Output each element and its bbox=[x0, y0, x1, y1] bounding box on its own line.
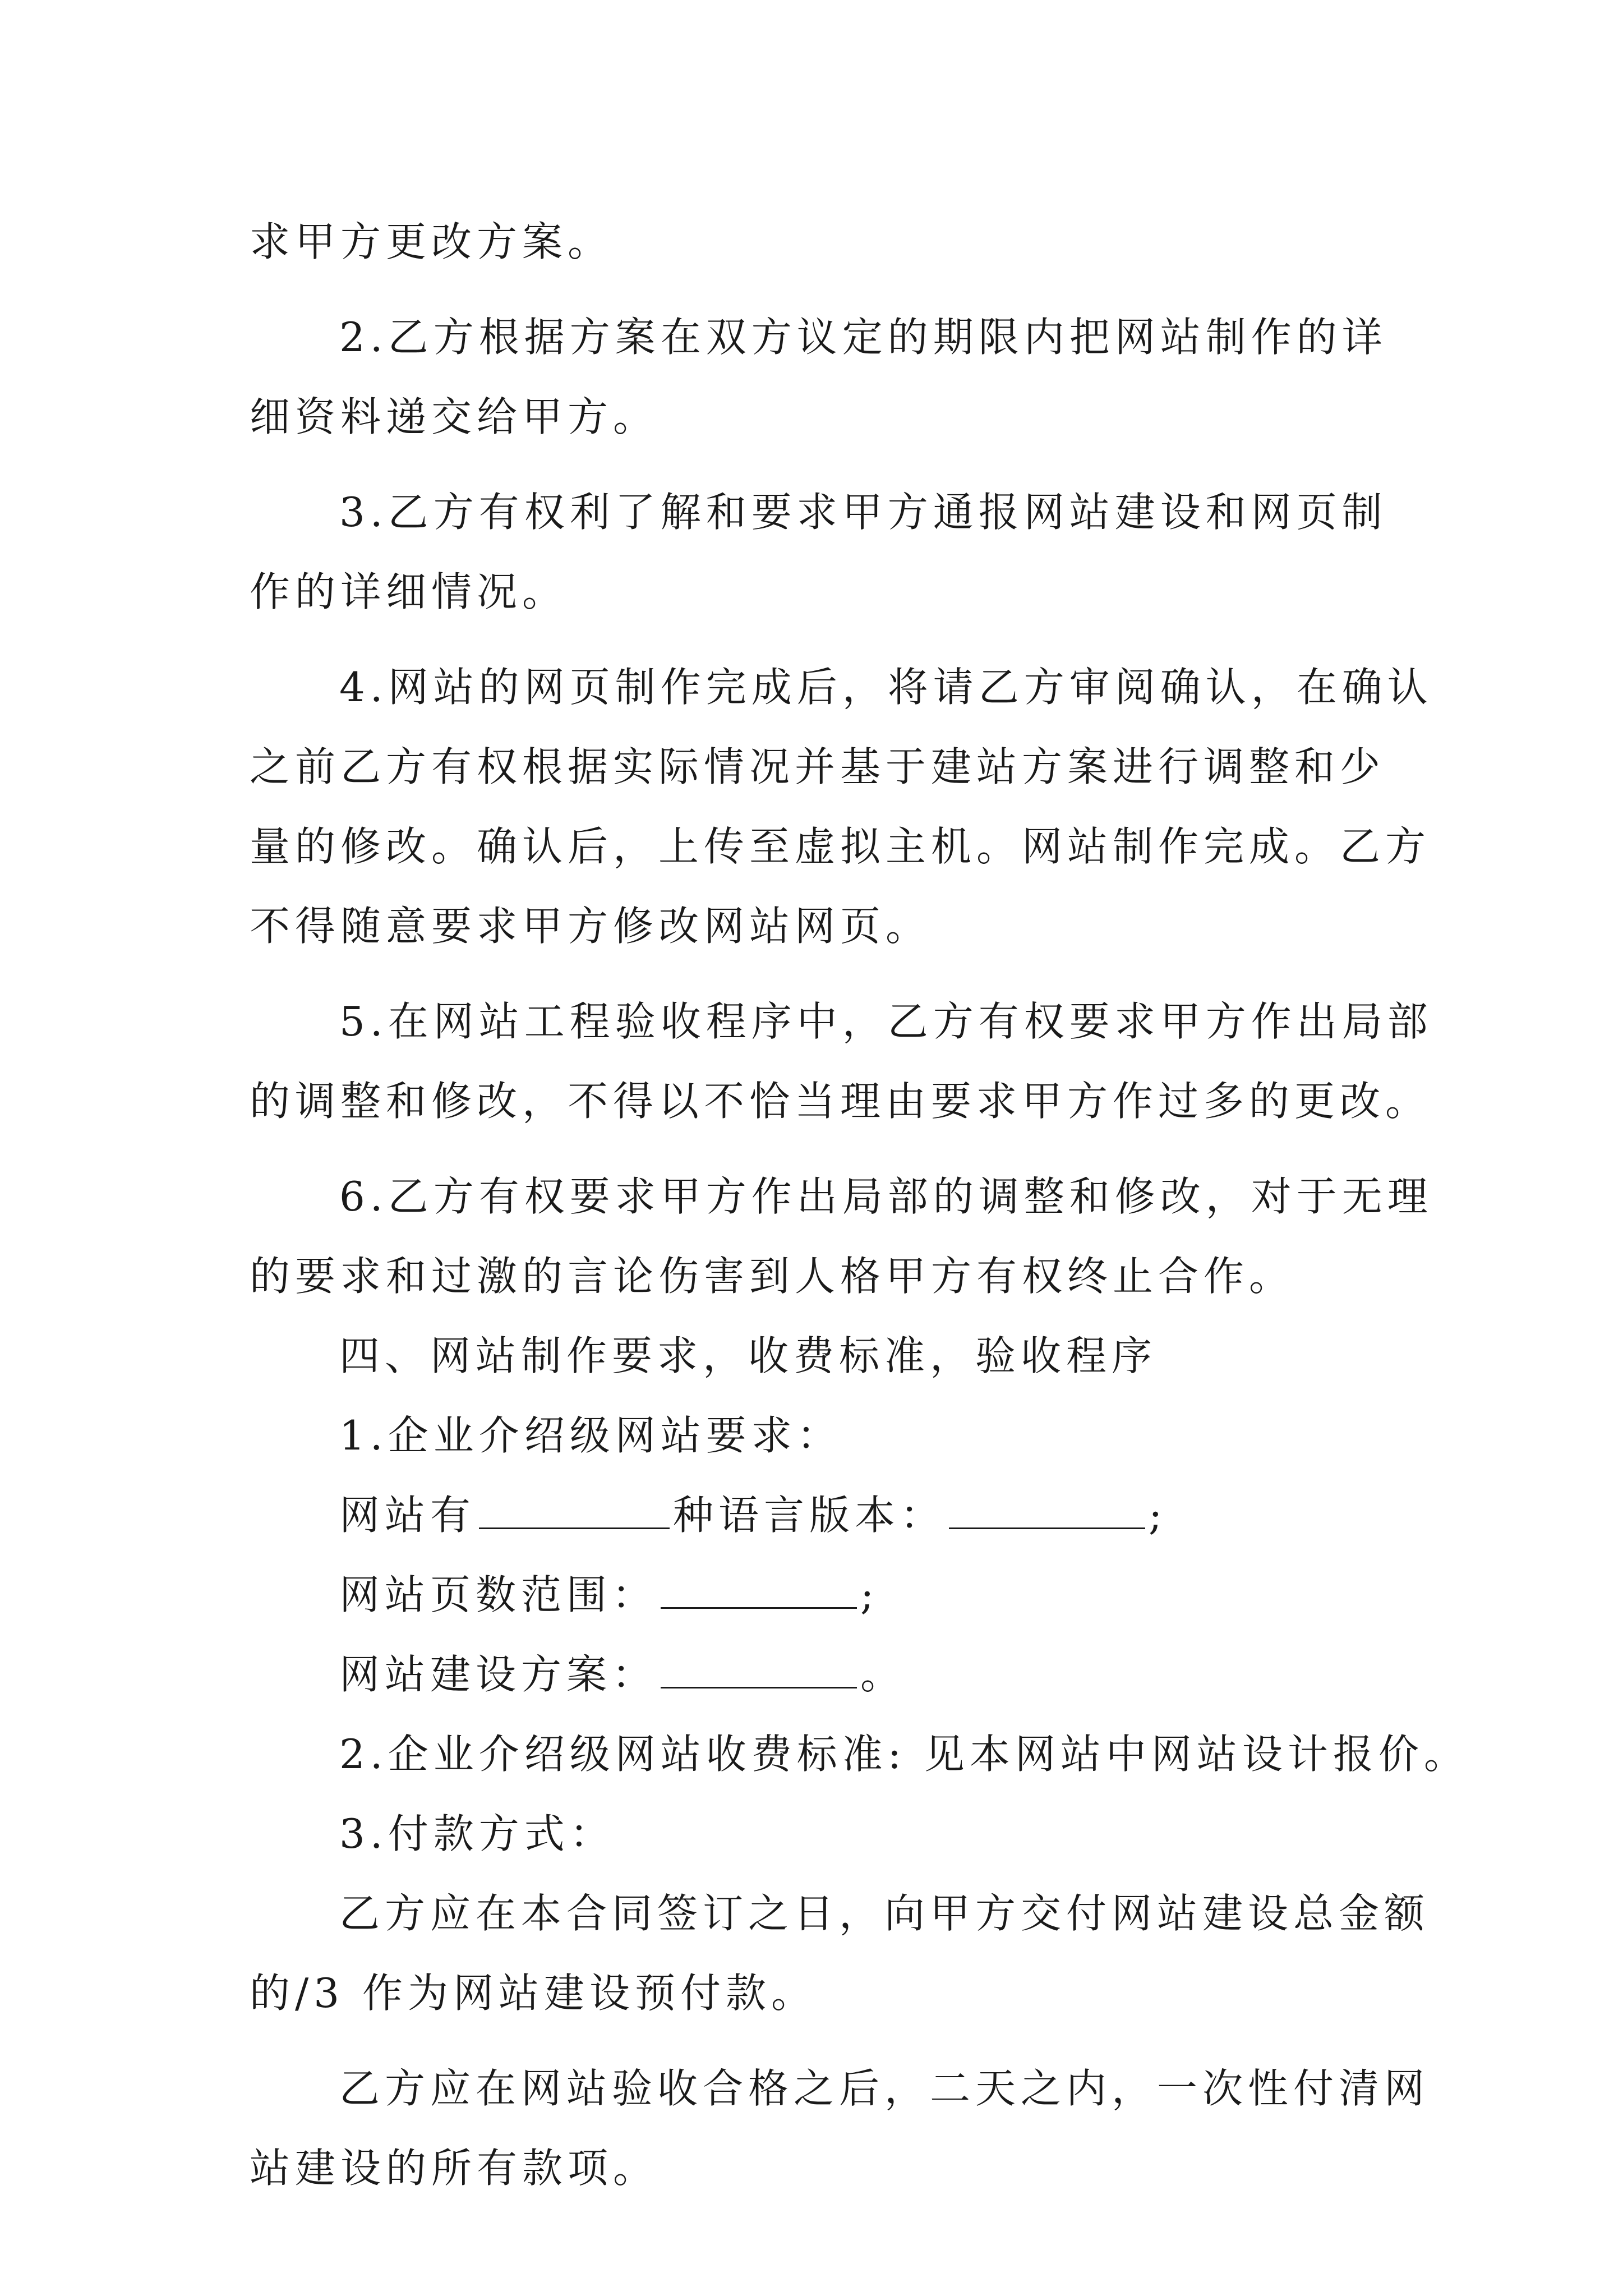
text-line: 乙方应在网站验收合格之后，二天之内，一次性付清网 bbox=[339, 2065, 1430, 2112]
text-line: 的/3 作为网站建设预付款。 bbox=[250, 1970, 817, 2017]
build-plan-line bbox=[250, 1635, 1382, 1714]
text-line: 细资料递交给甲方。 bbox=[250, 393, 659, 440]
fee-standard-line: 2.企业介绍级网站收费标准: 见本网站中网站设计报价。 bbox=[339, 1731, 1469, 1778]
text-line: 作的详细情况。 bbox=[250, 568, 568, 615]
paragraph-item-4: 4.网站的网页制作完成后，将请乙方审阅确认，在确认 bbox=[339, 664, 1433, 711]
document-body bbox=[250, 202, 1469, 2208]
text-line: 的要求和过激的言论伤害到人格甲方有权终止合作。 bbox=[250, 1253, 1295, 1300]
build-plan-blank[interactable] bbox=[661, 1652, 857, 1688]
language-versions-blank[interactable] bbox=[949, 1493, 1145, 1529]
paragraph-item-2: 2.乙方根据方案在双方议定的期限内把网站制作的详 bbox=[339, 314, 1387, 361]
pages-suffix: ; bbox=[860, 1571, 879, 1618]
text-line: 求甲方更改方案。 bbox=[250, 218, 614, 265]
language-suffix: ; bbox=[1149, 1492, 1168, 1539]
language-middle: 种语言版本： bbox=[673, 1492, 946, 1539]
section-heading: 四、网站制作要求，收费标准，验收程序 bbox=[339, 1332, 1158, 1379]
plan-suffix: 。 bbox=[860, 1651, 906, 1698]
paragraph-item-5: 5.在网站工程验收程序中，乙方有权要求甲方作出局部 bbox=[339, 998, 1433, 1045]
payment-method-heading: 3.付款方式： bbox=[339, 1810, 615, 1857]
language-count-blank[interactable] bbox=[479, 1493, 670, 1529]
paragraph-item-6: 6.乙方有权要求甲方作出局部的调整和修改，对于无理 bbox=[339, 1173, 1433, 1220]
text-line: 不得随意要求甲方修改网站网页。 bbox=[250, 903, 932, 950]
page-range-line bbox=[250, 1555, 1382, 1635]
pages-label: 网站页数范围： bbox=[339, 1571, 658, 1618]
language-prefix: 网站有 bbox=[339, 1492, 476, 1539]
requirement-heading: 1.企业介绍级网站要求： bbox=[339, 1412, 842, 1459]
text-line: 的调整和修改，不得以不恰当理由要求甲方作过多的更改。 bbox=[250, 1078, 1431, 1125]
text-line: 之前乙方有权根据实际情况并基于建站方案进行调整和少 bbox=[250, 743, 1386, 790]
text-line: 量的修改。确认后，上传至虚拟主机。网站制作完成。乙方 bbox=[250, 823, 1431, 870]
text-line: 乙方应在本合同签订之日，向甲方交付网站建设总金额 bbox=[339, 1890, 1430, 1937]
paragraph-item-3: 3.乙方有权利了解和要求甲方通报网站建设和网页制 bbox=[339, 489, 1387, 536]
plan-label: 网站建设方案： bbox=[339, 1651, 658, 1698]
language-versions-line bbox=[250, 1475, 1382, 1555]
text-line: 站建设的所有款项。 bbox=[250, 2145, 659, 2192]
page-range-blank[interactable] bbox=[661, 1572, 857, 1609]
